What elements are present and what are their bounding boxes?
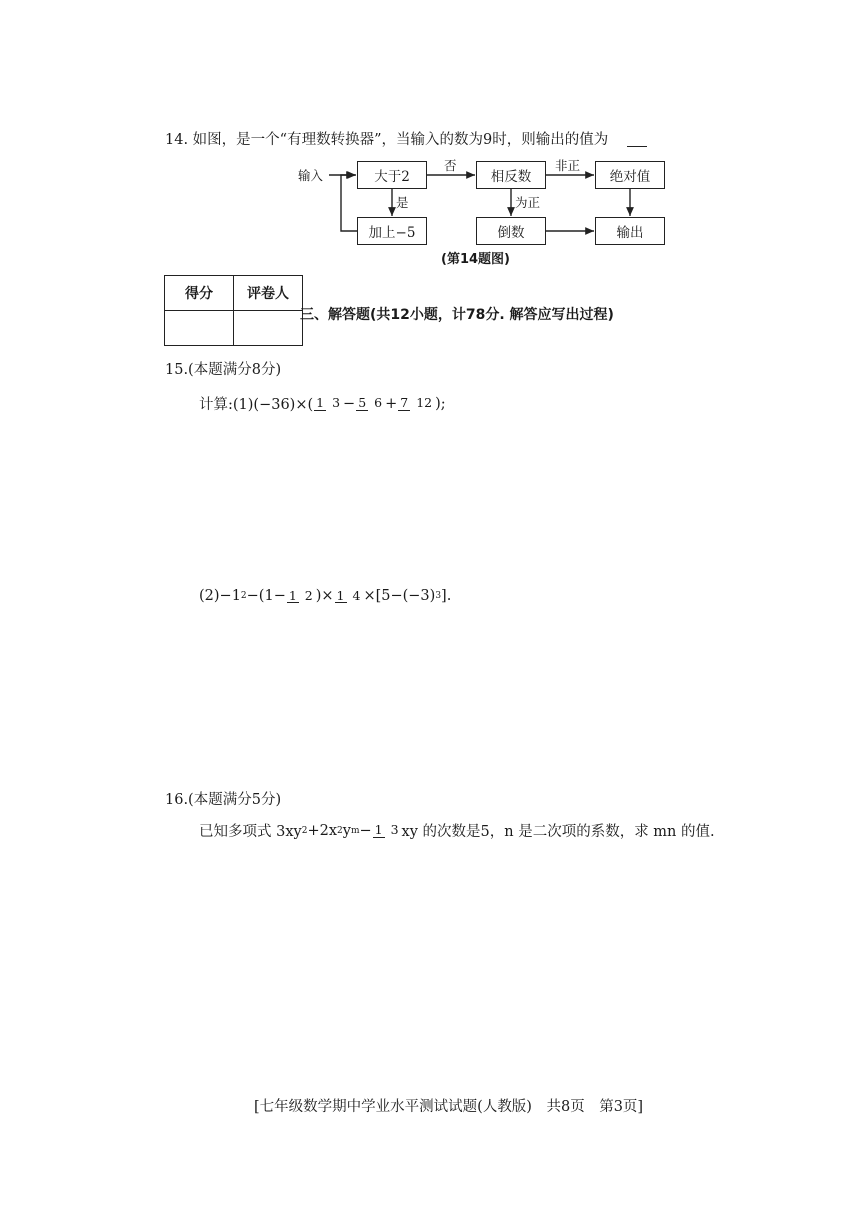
node-output: 输出 bbox=[595, 217, 665, 245]
arrow-add-loop-back bbox=[341, 175, 357, 231]
q15-p2-exp2: 3 bbox=[435, 591, 442, 601]
q15-p2-f2-num: 1 bbox=[336, 587, 345, 603]
q15-p1-op2: + bbox=[385, 395, 398, 412]
q15-p1-f3-num: 7 bbox=[400, 395, 409, 411]
flow-arrows bbox=[0, 0, 867, 300]
q15-p1-f2-num: 5 bbox=[358, 395, 367, 411]
node-reciprocal: 倒数 bbox=[476, 217, 546, 245]
q14-figure-caption: (第14题图) bbox=[441, 252, 510, 267]
q15-p2-mid1: −(1− bbox=[246, 588, 286, 604]
grader-cell[interactable] bbox=[234, 311, 303, 346]
q15-p2-mid2: )× bbox=[315, 588, 334, 604]
q15-p1-f1-den: 3 bbox=[332, 395, 341, 411]
q15-p1-suffix: ); bbox=[435, 395, 446, 412]
q15-p2-f1-den: 2 bbox=[304, 587, 313, 603]
node-opposite-number: 相反数 bbox=[476, 161, 546, 189]
q15-p1-prefix: 计算:(1)(−36)×( bbox=[199, 397, 314, 413]
q15-p1-f3-den: 12 bbox=[416, 395, 433, 411]
grader-header: 评卷人 bbox=[234, 276, 303, 311]
q15-p2-suffix: ]. bbox=[441, 588, 452, 604]
score-cell[interactable] bbox=[165, 311, 234, 346]
q14-flow-diagram bbox=[0, 0, 867, 300]
score-table bbox=[164, 275, 303, 346]
q15-p2-frac2 bbox=[335, 589, 363, 604]
node-greater-than-2: 大于2 bbox=[357, 161, 427, 189]
q15-p1-frac2 bbox=[356, 396, 384, 411]
q16-f-den: 3 bbox=[390, 822, 399, 838]
section3-title: 三、解答题(共12小题，计78分. 解答应写出过程) bbox=[300, 307, 614, 323]
q15-p1-f2-den: 6 bbox=[374, 395, 383, 411]
q15-p2-prefix: (2)−1 bbox=[199, 588, 241, 604]
q15-p1-frac3 bbox=[398, 396, 434, 411]
q14-stem-text: 如图，是一个“有理数转换器”，当输入的数为9时，则输出的值为 bbox=[192, 132, 609, 148]
score-header: 得分 bbox=[165, 276, 234, 311]
page-footer: [七年级数学期中学业水平测试试题(人教版) 共8页 第3页] bbox=[254, 1099, 644, 1115]
q15-p1-frac1 bbox=[314, 396, 342, 411]
q16-t4: − bbox=[359, 822, 372, 839]
q16-e2: 2 bbox=[337, 825, 343, 836]
flow-input-label: 输入 bbox=[298, 168, 324, 183]
node-absolute-value: 绝对值 bbox=[595, 161, 665, 189]
q16-t2: +2x bbox=[307, 822, 338, 839]
edge-label-positive: 为正 bbox=[515, 195, 541, 210]
node-add-minus-5: 加上−5 bbox=[357, 217, 427, 245]
edge-label-no: 否 bbox=[444, 158, 457, 173]
q16-e3: m bbox=[350, 825, 360, 836]
q15-part2 bbox=[199, 588, 451, 604]
q16-t5: xy 的次数是5，n 是二次项的系数，求 mn 的值. bbox=[401, 824, 715, 840]
q16-frac bbox=[373, 823, 401, 838]
q15-p2-f2-den: 4 bbox=[352, 587, 361, 603]
q15-p1-f1-num: 1 bbox=[316, 395, 325, 411]
q16-t1: 已知多项式 3xy bbox=[199, 824, 302, 840]
q16-f-num: 1 bbox=[374, 822, 383, 838]
q15-header: 15.(本题满分8分) bbox=[165, 362, 282, 378]
q16-e1: 2 bbox=[301, 825, 308, 836]
q15-part1 bbox=[199, 393, 446, 414]
q15-p2-frac1 bbox=[287, 589, 315, 604]
q16-body bbox=[199, 820, 715, 841]
q16-header: 16.(本题满分5分) bbox=[165, 792, 282, 808]
q15-p1-op1: − bbox=[343, 395, 356, 412]
q16-t3: y bbox=[342, 822, 351, 839]
edge-label-yes: 是 bbox=[396, 195, 409, 210]
q14-number: 14. bbox=[165, 132, 189, 148]
q15-p2-exp1: 2 bbox=[240, 591, 247, 601]
q15-p2-mid3: ×[5−(−3) bbox=[363, 588, 436, 604]
q15-p2-f1-num: 1 bbox=[288, 587, 297, 603]
edge-label-non-positive: 非正 bbox=[555, 158, 581, 173]
